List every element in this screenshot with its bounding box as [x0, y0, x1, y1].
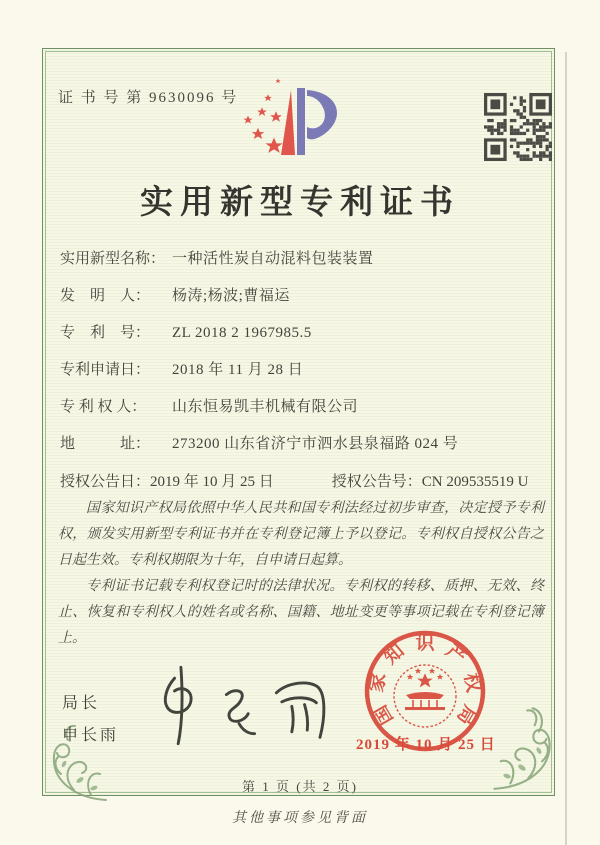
page-number: 第 1 页 (共 2 页) — [242, 779, 358, 794]
back-side-note: 其他事项参见背面 — [232, 811, 368, 826]
field-row-address — [60, 433, 540, 456]
grant-number-value: CN 209535519 U — [421, 474, 529, 490]
seal-char: 知 — [380, 640, 409, 669]
seal-date: 2019 年 10 月 25 日 — [356, 737, 496, 753]
seal-char: 识 — [415, 633, 435, 654]
field-label: 发 明 人： — [60, 288, 151, 304]
grant-date-pair — [60, 470, 274, 491]
field-label: 专利申请日： — [60, 362, 151, 378]
grant-number-pair — [332, 470, 529, 491]
grant-announcement-row — [60, 470, 550, 491]
signer-name: 申长雨 — [62, 727, 120, 744]
legal-paragraph-2: 专利证书记载专利权登记时的法律状况。专利权的转移、质押、无效、终止、恢复和专利权人的姓名或名称、国籍、地址变更等事项记载在专利登记簿上。 — [58, 579, 544, 646]
field-row-name — [60, 248, 540, 271]
field-value: 山东恒易凯丰机械有限公司 — [172, 399, 359, 415]
seal-char: 产 — [441, 640, 470, 669]
seal-char: 局 — [452, 701, 480, 729]
director-signature — [140, 658, 340, 753]
field-value: 273200 山东省济宁市泗水县泉福路 024 号 — [172, 436, 459, 452]
field-row-patent-number — [60, 322, 540, 345]
field-row-inventors — [60, 285, 540, 308]
signer-title: 局长 — [62, 695, 101, 712]
seal-char: 国 — [370, 701, 398, 729]
grant-date-label: 授权公告日： — [60, 474, 151, 490]
field-value: 一种活性炭自动混料包装装置 — [172, 251, 374, 267]
seal-char: 权 — [459, 671, 484, 694]
field-value: 杨涛;杨波;曹福运 — [172, 288, 290, 304]
field-value: 2018 年 11 月 28 日 — [172, 362, 304, 378]
grant-date-value: 2019 年 10 月 25 日 — [150, 474, 274, 490]
seal-char: 家 — [366, 671, 391, 694]
field-value: ZL 2018 2 1967985.5 — [172, 325, 312, 341]
field-label: 实用新型名称： — [60, 251, 166, 267]
field-label: 专 利 权 人： — [60, 399, 147, 415]
cnipa-logo-icon — [238, 70, 368, 172]
national-emblem-icon — [394, 665, 456, 727]
qr-code — [484, 93, 552, 161]
legal-paragraph-1: 国家知识产权局依照中华人民共和国专利法经过初步审查，决定授予专利权，颁发实用新型专利证书并在专利登记簿上予以登记。专利权自授权公告之日起生效。专利权期限为十年，自申请日起算。 — [58, 501, 544, 568]
field-label: 专 利 号： — [60, 325, 151, 341]
grant-number-label: 授权公告号： — [331, 474, 422, 490]
certificate-title: 实用新型专利证书 — [140, 185, 460, 221]
certificate-fields — [60, 248, 540, 470]
field-label: 地 址： — [60, 436, 151, 452]
field-row-filing-date — [60, 359, 540, 382]
field-row-patentee — [60, 396, 540, 419]
certificate-number: 证 书 号 第 9630096 号 — [58, 90, 239, 106]
signer-block — [62, 688, 119, 752]
